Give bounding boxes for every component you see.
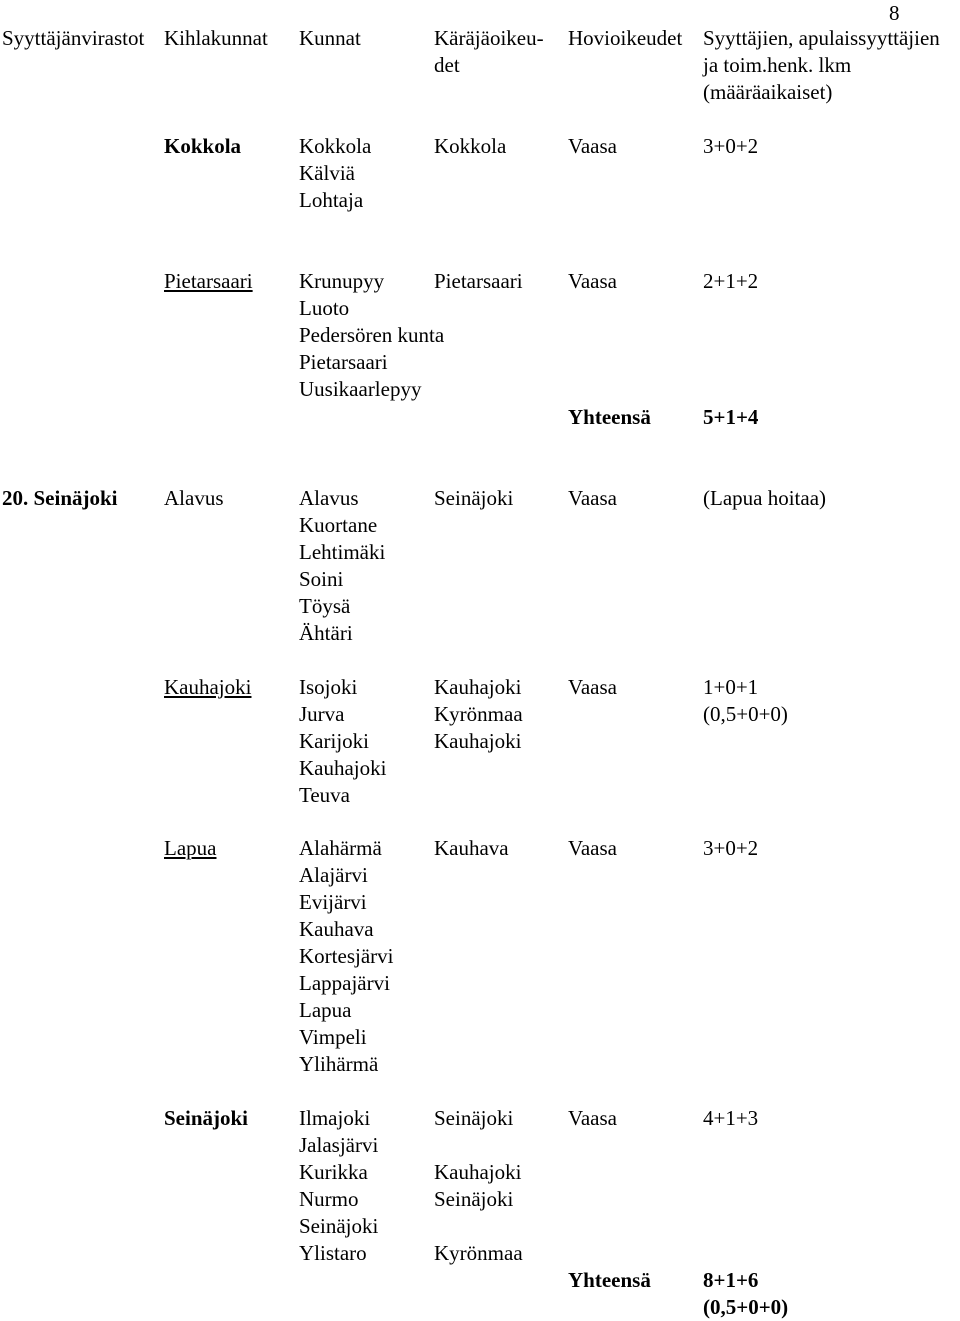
header-office: Syyttäjänvirastot: [2, 26, 145, 50]
header-appeal-court: Hovioikeudet: [568, 26, 683, 50]
page-number: 8: [889, 1, 900, 25]
appeal-court: Vaasa: [568, 836, 617, 860]
appeal-court: Vaasa: [568, 269, 617, 293]
municipality: Lehtimäki: [299, 540, 386, 564]
appeal-court: Vaasa: [568, 134, 617, 158]
header-district: Kihlakunnat: [164, 26, 268, 50]
municipality: Pietarsaari: [299, 350, 388, 374]
municipality: Töysä: [299, 594, 351, 618]
total-label: Yhteensä: [568, 1268, 651, 1292]
municipality: Ylihärmä: [299, 1052, 379, 1076]
district-court: Kauhajoki: [434, 675, 522, 699]
municipality: Alavus: [299, 486, 359, 510]
municipality: Kauhajoki: [299, 756, 387, 780]
appeal-court: Vaasa: [568, 1106, 617, 1130]
municipality: Nurmo: [299, 1187, 359, 1211]
municipality: Lapua: [299, 998, 352, 1022]
header-municipalities: Kunnat: [299, 26, 361, 50]
municipality: Ilmajoki: [299, 1106, 371, 1130]
total-value-temporary: (0,5+0+0): [703, 1295, 789, 1319]
staff-count: 4+1+3: [703, 1106, 759, 1130]
district-court: Kyrönmaa: [434, 702, 523, 726]
staff-count: 3+0+2: [703, 134, 759, 158]
municipality: Lappajärvi: [299, 971, 390, 995]
municipality: Pedersören kunta: [299, 323, 445, 347]
staff-count: 1+0+1: [703, 675, 759, 699]
district-court: Pietarsaari: [434, 269, 523, 293]
municipality: Vimpeli: [299, 1025, 367, 1049]
header-court-line2: det: [434, 53, 460, 77]
municipality: Alahärmä: [299, 836, 382, 860]
municipality: Teuva: [299, 783, 351, 807]
total-value: 8+1+6: [703, 1268, 759, 1292]
district-name: Seinäjoki: [164, 1106, 249, 1130]
district-court: Kokkola: [434, 134, 507, 158]
district-name: Alavus: [164, 486, 224, 510]
municipality: Kuortane: [299, 513, 378, 537]
municipality: Karijoki: [299, 729, 369, 753]
staff-count: 3+0+2: [703, 836, 759, 860]
district-court: Kyrönmaa: [434, 1241, 523, 1265]
municipality: Jalasjärvi: [299, 1133, 379, 1157]
municipality: Seinäjoki: [299, 1214, 379, 1238]
district-name: Lapua: [164, 836, 217, 860]
municipality: Ylistaro: [299, 1241, 367, 1265]
municipality: Alajärvi: [299, 863, 368, 887]
municipality: Uusikaarlepyy: [299, 377, 422, 401]
municipality: Ähtäri: [299, 621, 353, 645]
municipality: Kurikka: [299, 1160, 368, 1184]
staff-count: 2+1+2: [703, 269, 759, 293]
municipality: Kälviä: [299, 161, 355, 185]
total-value: 5+1+4: [703, 405, 759, 429]
appeal-court: Vaasa: [568, 675, 617, 699]
district-name: Kokkola: [164, 134, 242, 158]
municipality: Kortesjärvi: [299, 944, 394, 968]
municipality: Lohtaja: [299, 188, 364, 212]
header-staff-line3: (määräaikaiset): [703, 80, 833, 104]
district-name: Kauhajoki: [164, 675, 252, 699]
district-name: Pietarsaari: [164, 269, 253, 293]
municipality: Kauhava: [299, 917, 374, 941]
header-staff-line1: Syyttäjien, apulaissyyttäjien: [703, 26, 940, 50]
district-court: Seinäjoki: [434, 486, 514, 510]
total-label: Yhteensä: [568, 405, 651, 429]
municipality: Evijärvi: [299, 890, 367, 914]
staff-count-temporary: (0,5+0+0): [703, 702, 788, 726]
municipality: Kokkola: [299, 134, 372, 158]
municipality: Soini: [299, 567, 344, 591]
municipality: Krunupyy: [299, 269, 385, 293]
header-staff-line2: ja toim.henk. lkm: [703, 53, 852, 77]
office-name: 20. Seinäjoki: [2, 486, 118, 510]
district-court: Seinäjoki: [434, 1106, 514, 1130]
header-court-line1: Käräjäoikeu-: [434, 26, 544, 50]
district-court: Kauhajoki: [434, 729, 522, 753]
municipality: Isojoki: [299, 675, 358, 699]
district-court: Seinäjoki: [434, 1187, 514, 1211]
municipality: Jurva: [299, 702, 345, 726]
district-court: Kauhajoki: [434, 1160, 522, 1184]
municipality: Luoto: [299, 296, 350, 320]
appeal-court: Vaasa: [568, 486, 617, 510]
staff-count: (Lapua hoitaa): [703, 486, 827, 510]
district-court: Kauhava: [434, 836, 509, 860]
